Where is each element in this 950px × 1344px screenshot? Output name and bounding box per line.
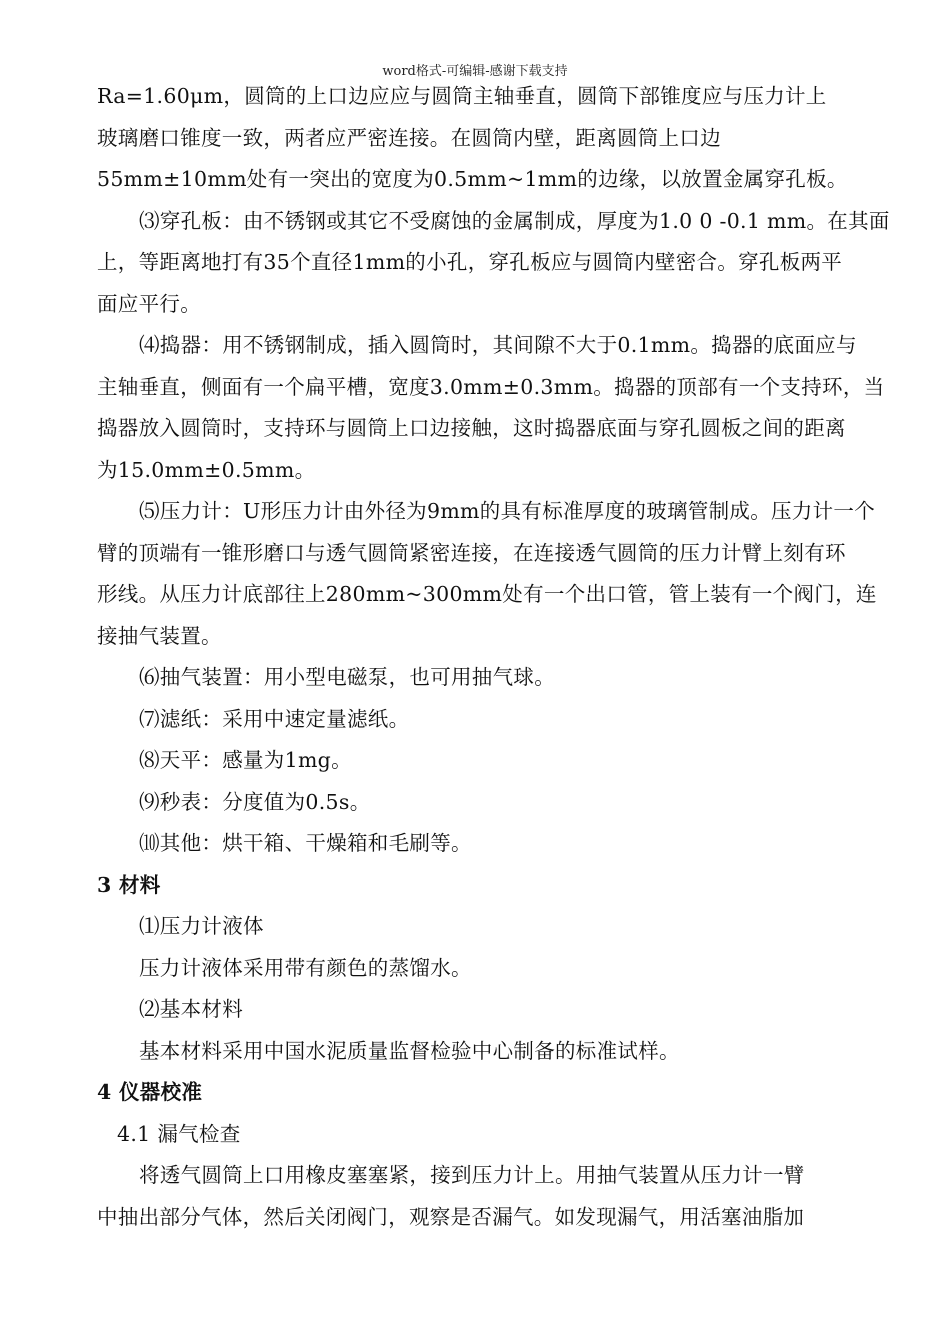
text-line: ⑼秒表：分度值为0.5s。 bbox=[139, 789, 371, 814]
page-header: word格式-可编辑-感谢下载支持 bbox=[382, 64, 568, 79]
text-line: 捣器放入圆筒时，支持环与圆筒上口边接触，这时捣器底面与穿孔圆板之间的距离 bbox=[97, 416, 846, 440]
section-heading: 4 仪器校准 bbox=[97, 1080, 203, 1104]
text-line: 接抽气装置。 bbox=[97, 623, 222, 648]
text-line: 55mm±10mm处有一突出的宽度为0.5mm~1mm的边缘，以放置金属穿孔板。 bbox=[97, 167, 848, 191]
text-line: Ra=1.60μm，圆筒的上口边应应与圆筒主轴垂直，圆筒下部锥度应与压力计上 bbox=[97, 84, 827, 108]
text-line: 上，等距离地打有35个直径1mm的小孔，穿孔板应与圆筒内壁密合。穿孔板两平 bbox=[97, 250, 843, 274]
text-line: 臂的顶端有一锥形磨口与透气圆筒紧密连接，在连接透气圆筒的压力计臂上刻有环 bbox=[97, 540, 846, 565]
text-line: ⑺滤纸：采用中速定量滤纸。 bbox=[139, 706, 410, 731]
text-line: ⑴压力计液体 bbox=[139, 914, 264, 938]
text-line: 为15.0mm±0.5mm。 bbox=[97, 457, 316, 482]
text-line: ⑶穿孔板：由不锈钢或其它不受腐蚀的金属制成，厚度为1.0 0 -0.1 mm。在其面 bbox=[139, 208, 890, 233]
text-line: ⑽其他：烘干箱、干燥箱和毛刷等。 bbox=[139, 831, 472, 855]
text-line: 主轴垂直，侧面有一个扁平槽，宽度3.0mm±0.3mm。捣器的顶部有一个支持环，当 bbox=[97, 374, 885, 399]
text-line: 形线。从压力计底部往上280mm~300mm处有一个出口管，管上装有一个阀门，连 bbox=[97, 582, 877, 606]
text-line: 将透气圆筒上口用橡皮塞塞紧，接到压力计上。用抽气装置从压力计一臂 bbox=[139, 1163, 805, 1187]
text-line: 基本材料采用中国水泥质量监督检验中心制备的标准试样。 bbox=[139, 1038, 680, 1063]
text-line: ⑵基本材料 bbox=[139, 997, 243, 1021]
text-line: 中抽出部分气体，然后关闭阀门，观察是否漏气。如发现漏气，用活塞油脂加 bbox=[97, 1204, 805, 1229]
text-line: 玻璃磨口锥度一致，两者应严密连接。在圆筒内壁，距离圆筒上口边 bbox=[97, 125, 721, 150]
document-body bbox=[97, 76, 907, 1238]
subsection-heading: 4.1 漏气检查 bbox=[117, 1121, 241, 1146]
text-line: ⑷捣器：用不锈钢制成，插入圆筒时，其间隙不大于0.1mm。捣器的底面应与 bbox=[139, 333, 857, 357]
text-line: 面应平行。 bbox=[97, 291, 201, 316]
section-heading: 3 材料 bbox=[97, 872, 161, 897]
text-line: ⑹抽气装置：用小型电磁泵，也可用抽气球。 bbox=[139, 665, 555, 689]
text-line: 压力计液体采用带有颜色的蒸馏水。 bbox=[139, 955, 472, 980]
text-line: ⑻天平：感量为1mg。 bbox=[139, 748, 352, 772]
text-line: ⑸压力计：U形压力计由外径为9mm的具有标准厚度的玻璃管制成。压力计一个 bbox=[139, 499, 875, 523]
